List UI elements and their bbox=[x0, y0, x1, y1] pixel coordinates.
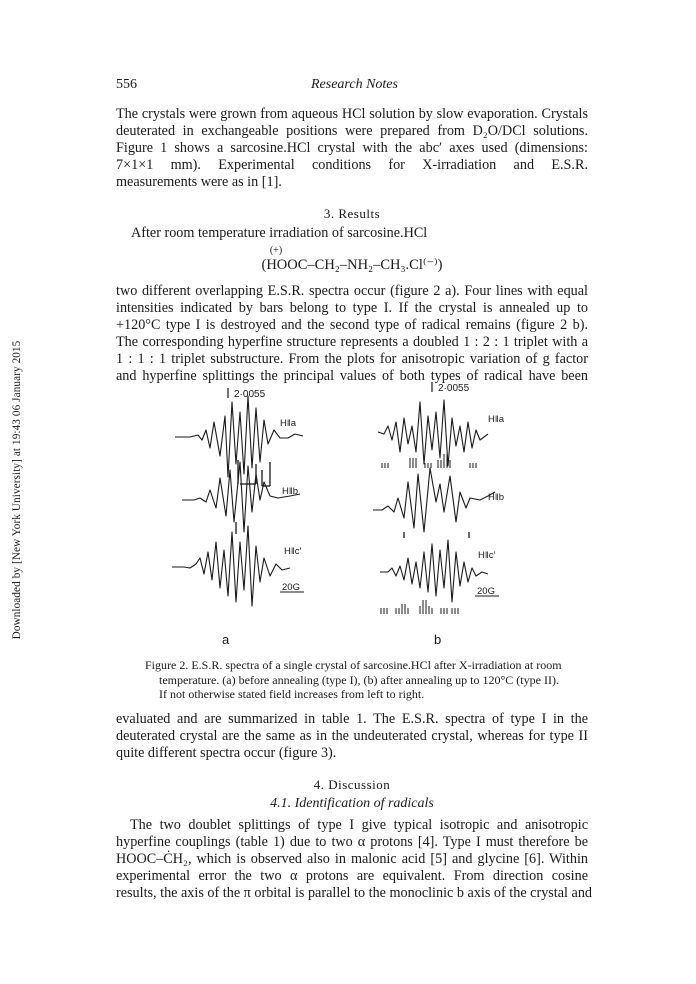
text-line: The two doublet splittings of type I give typical isotropic and anisotropic bbox=[130, 817, 588, 833]
spectrum-a-haxis bbox=[175, 396, 303, 477]
text-line: quite different spectra occur (figure 3). bbox=[116, 745, 337, 761]
download-watermark bbox=[6, 220, 28, 760]
subsection-heading: 4.1. Identification of radicals bbox=[270, 796, 434, 811]
page-number: 556 bbox=[116, 77, 137, 92]
label-a-hb: H‖b bbox=[282, 486, 299, 497]
label-a-ha: H‖a bbox=[280, 418, 297, 429]
text-line: The corresponding hyperfine structure represents a doubled 1 : 2 : 1 triplet with a bbox=[116, 334, 588, 350]
running-head: Research Notes bbox=[311, 77, 398, 92]
panel-label-a: a bbox=[222, 632, 230, 647]
panel-label-b: b bbox=[434, 632, 442, 647]
paragraph-irradiation bbox=[131, 225, 588, 242]
text-line: hyperfine couplings (table 1) due to two α protons [4]. Type I must therefore be bbox=[116, 834, 588, 850]
text-line: deuterated crystal are the same as in the undeuterated crystal, whereas for type II bbox=[116, 728, 588, 744]
text-line: 7×1×1 mm). Experimental conditions for X-irradiation and E.S.R. bbox=[116, 157, 588, 173]
label-b-hb: H‖b bbox=[488, 492, 505, 503]
text-line: Figure 1 shows a sarcosine.HCl crystal with the abc′ axes used (dimensions: bbox=[116, 140, 588, 156]
spectrum-b-haxis bbox=[378, 400, 488, 466]
text-line: +120°C type I is destroyed and the second type of radical remains (figure 2 b). bbox=[116, 317, 588, 333]
spectrum-b-hcaxis bbox=[380, 540, 488, 602]
spectrum-a-hcaxis bbox=[172, 526, 290, 606]
label-b-ha: H‖a bbox=[488, 414, 505, 425]
scale-b: 20G bbox=[477, 586, 495, 597]
text-line: deuterated in exchangeable positions were prepared from D₂O/DCl solutions. bbox=[116, 123, 588, 139]
paragraph-methods bbox=[116, 106, 588, 191]
label-a-hc: H‖c′ bbox=[284, 546, 302, 557]
spectrum-b-hbaxis bbox=[373, 468, 495, 532]
caption-line: Figure 2. E.S.R. spectra of a single crystal of sarcosine.HCl after X-irradiation at room bbox=[145, 658, 562, 672]
caption-line: If not otherwise stated field increases from left to right. bbox=[159, 687, 425, 701]
paragraph-summary bbox=[116, 711, 588, 762]
spectrum-a-hbaxis bbox=[182, 462, 300, 532]
text-line: experimental error the two α protons are equivalent. From direction cosine bbox=[116, 868, 588, 884]
scale-a: 20G bbox=[282, 582, 300, 593]
text-line: 1 : 1 : 1 triplet substructure. From the plots for anisotropic variation of g factor bbox=[116, 351, 588, 367]
paragraph-identification bbox=[116, 817, 593, 902]
formula-charge: (+) bbox=[269, 245, 283, 256]
figure-2-caption bbox=[145, 658, 585, 702]
text-line: two different overlapping E.S.R. spectra occur (figure 2 a). Four lines with equal bbox=[116, 283, 588, 299]
section-heading-discussion: 4. Discussion bbox=[313, 777, 391, 792]
caption-line: temperature. (a) before annealing (type I), (b) after annealing up to 120°C (type II). bbox=[159, 672, 559, 687]
text-line: After room temperature irradiation of sarcosine.HCl bbox=[131, 225, 428, 241]
download-note: Downloaded by [New York University] at 19:43 06 January 2015 bbox=[11, 340, 23, 640]
paragraph-spectra bbox=[116, 283, 588, 385]
label-b-hc: H‖c′ bbox=[478, 550, 496, 561]
section-heading-results: 3. Results bbox=[323, 206, 381, 221]
text-line: The crystals were grown from aqueous HCl solution by slow evaporation. Crystals bbox=[116, 106, 588, 122]
text-line: HOOC–ĊH₂, which is observed also in malonic acid [5] and glycine [6]. Within bbox=[116, 851, 588, 867]
text-line: intensities indicated by bars belong to type I. If the crystal is annealed up to bbox=[116, 300, 588, 316]
g-marker-a: 2·0055 bbox=[234, 389, 266, 400]
text-line: results, the axis of the π orbital is parallel to the monoclinic b axis of the crystal and bbox=[116, 885, 593, 901]
text-line: evaluated and are summarized in table 1. The E.S.R. spectra of type I in the bbox=[116, 711, 588, 727]
text-line: and hyperfine splittings the principal values of both types of radical have been bbox=[116, 368, 588, 384]
g-marker-b: 2·0055 bbox=[438, 383, 470, 394]
text-line: measurements were as in [1]. bbox=[116, 174, 282, 190]
figure-2-esr-spectra bbox=[170, 382, 580, 652]
formula-sarcosine: (HOOC–CH₂–NH₂–CH₃.Cl⁽⁻⁾) bbox=[261, 257, 443, 273]
